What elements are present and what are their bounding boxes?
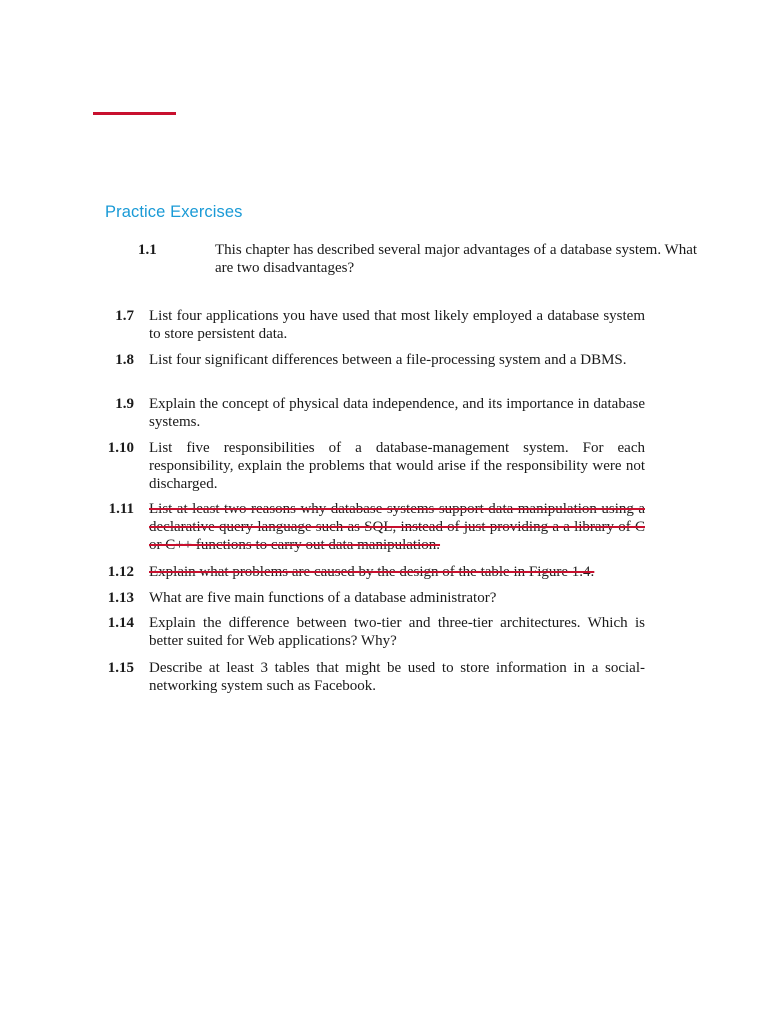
exercise-text: Explain the difference between two-tier and three-tier architectures. Which is better suited for Web applications? Why? (149, 615, 645, 649)
exercise-number: 1.12 (107, 564, 134, 580)
exercise-text: Explain the concept of physical data independence, and its importance in database systems. (149, 396, 645, 430)
exercise-number: 1.8 (115, 352, 134, 368)
exercise-text-struck: Explain what problems are caused by the design of the table in Figure 1.4. (149, 564, 595, 580)
exercise-text: List five responsibilities of a database-management system. For each responsibility, explain the problems that would arise if the responsibility were not discharged. (149, 440, 645, 492)
section-title: Practice Exercises (105, 203, 243, 221)
exercise-number: 1.9 (115, 396, 134, 412)
exercise-number: 1.13 (107, 590, 134, 606)
exercise-number: 1.1 (138, 242, 157, 258)
exercise-text: Describe at least 3 tables that might be used to store information in a social-networking system such as Facebook. (149, 660, 645, 694)
exercise-number: 1.7 (115, 308, 134, 324)
exercise-text: This chapter has described several major advantages of a database system. What are two disadvantages? (215, 242, 698, 276)
exercise-number: 1.14 (107, 615, 134, 631)
top-accent-rule (93, 112, 176, 115)
exercise-number: 1.11 (108, 501, 134, 517)
exercise-text-struck: List at least two reasons why database systems support data manipulation using a declarative query language such as SQL, instead of just providing a a library of C or C++ functions to carry out data manipulation. (149, 501, 645, 553)
exercise-text: List four significant differences between a file-processing system and a DBMS. (149, 352, 627, 368)
exercise-number: 1.15 (107, 660, 134, 676)
exercise-text: What are five main functions of a database administrator? (149, 590, 497, 606)
exercise-text: List four applications you have used that most likely employed a database system to store persistent data. (149, 308, 645, 342)
exercise-number: 1.10 (107, 440, 134, 456)
